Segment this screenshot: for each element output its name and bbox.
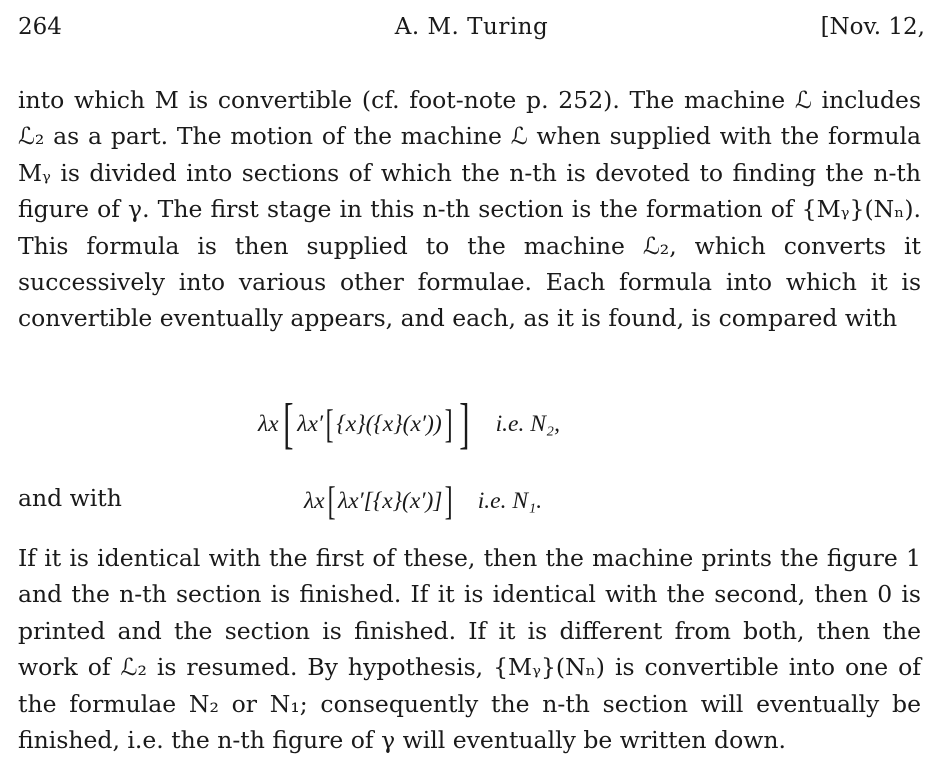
bracket-close-inner: ]	[444, 401, 453, 446]
formula-1-label: i.e. N₂,	[495, 410, 560, 437]
bracket-open-inner: [	[325, 401, 334, 446]
and-with-label: and with	[18, 484, 122, 512]
formula-1-lambda-outer: λx	[258, 410, 279, 437]
running-date: [Nov. 12,	[820, 14, 925, 40]
formula-1-lambda-inner: λx′	[297, 410, 324, 437]
paragraph-2: If it is identical with the first of these, then the machine prints the figure 1 and the n-th section is finished. If it is identical with the second, then 0 is printed and the section is finished. If it is different from both, then the work of ℒ₂ is resumed. By hypothesis, {Mᵧ}(Nₙ) is convertible into one of the formulae N₂ or N₁; consequently the n-th section will eventually be finished, i.e. the n-th figure of γ will eventually be written down.	[18, 544, 921, 755]
running-author: A. M. Turing	[394, 14, 549, 40]
formula-n2	[258, 393, 560, 455]
formula-n1	[304, 474, 542, 528]
formula-2-lambda-outer: λx	[304, 487, 325, 514]
bracket-close: ]	[459, 393, 470, 455]
formula-2-expression: λx′[{x}(x′)]	[337, 487, 443, 514]
bracket-open: [	[327, 478, 336, 523]
page-number: 264	[18, 14, 62, 40]
formula-1-expression: {x}({x}(x′))	[336, 410, 442, 437]
formula-2-label: i.e. N₁.	[477, 487, 543, 514]
running-header	[18, 14, 925, 48]
bracket-close: ]	[445, 478, 454, 523]
paragraph-1: into which M is convertible (cf. foot-note p. 252). The machine ℒ includes ℒ₂ as a part. The motion of the machine ℒ when supplied with the formula Mᵧ is divided into sections of which the n-th is devoted to finding the n-th figure of γ. The first stage in this n-th section is the formation of {Mᵧ}(Nₙ). This formula is then supplied to the machine ℒ₂, which converts it successively into various other formulae. Each formula into which it is convertible eventually appears, and each, as it is found, is compared with	[18, 86, 921, 333]
bracket-open: [	[282, 393, 294, 455]
